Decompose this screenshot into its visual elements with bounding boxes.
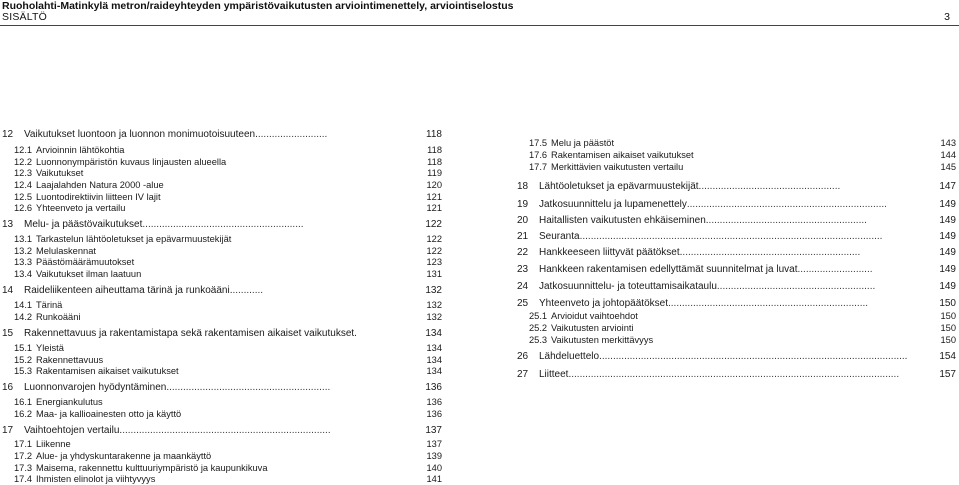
toc-entry-number: 20 — [517, 214, 529, 226]
toc-entry[interactable] — [2, 342, 442, 354]
toc-entry[interactable] — [2, 328, 442, 340]
toc-entry[interactable] — [2, 462, 442, 474]
toc-entry[interactable] — [517, 351, 956, 363]
toc-entry-title: Liikenne — [36, 439, 71, 449]
toc-entry-number: 15.2 — [14, 354, 33, 365]
toc-entry-leader: ......................................................... — [716, 281, 876, 292]
toc-entry-page: 136 — [425, 382, 442, 393]
toc-entry-title: Hankkeen rakentamisen edellyttämät suunnitelmat ja luvat — [539, 264, 798, 275]
toc-entry-number: 13 — [2, 219, 14, 230]
toc-entry-page: 149 — [939, 264, 956, 275]
toc-entry[interactable] — [517, 137, 956, 149]
toc-entry-leader: ......................... — [257, 129, 328, 140]
toc-entry[interactable] — [2, 245, 442, 257]
toc-entry-title: Vaihtoehtojen vertailu. — [24, 425, 123, 436]
toc-entry-number: 17.6 — [529, 150, 548, 160]
toc-entry-page: 149 — [939, 214, 956, 226]
toc-entry[interactable] — [2, 219, 442, 231]
toc-entry-title: Laajalahden Natura 2000 -alue — [36, 180, 164, 190]
toc-entry-number: 25 — [517, 297, 529, 309]
toc-entry[interactable] — [517, 231, 956, 243]
toc-entry-number: 15.1 — [14, 343, 33, 353]
toc-entry-number: 23 — [517, 264, 529, 275]
toc-entry-page: 136 — [426, 397, 442, 407]
toc-entry[interactable] — [2, 382, 442, 394]
toc-entry-page: 122 — [425, 219, 442, 230]
toc-entry-title: Melu- ja päästövaikutukset — [24, 219, 143, 230]
toc-entry-number: 12.3 — [14, 168, 33, 178]
toc-entry-number: 12 — [2, 129, 14, 140]
toc-entry-number: 16.2 — [14, 408, 33, 419]
toc-entry-number: 17 — [2, 425, 14, 436]
toc-entry-page: 123 — [426, 257, 442, 267]
toc-entry-number: 17.7 — [529, 162, 548, 172]
toc-entry-title: Maa- ja kallioainesten otto ja käyttö — [36, 408, 182, 419]
toc-entry-title: Lähtöoletukset ja epävarmuustekijät. — [539, 181, 702, 192]
toc-entry[interactable] — [517, 334, 956, 346]
toc-entry-title: Rakennettavuus — [36, 354, 104, 365]
toc-entry-number: 25.1 — [529, 311, 548, 321]
toc-entry[interactable] — [2, 268, 442, 280]
toc-entry-title: Seuranta — [539, 230, 580, 242]
toc-entry-leader: ........................................................................ — [686, 198, 887, 210]
toc-entry-title: Tarkastelun lähtöoletukset ja epävarmuustekijät — [36, 234, 232, 244]
toc-entry-page: 143 — [940, 138, 956, 148]
toc-entry-page: 144 — [940, 150, 956, 160]
toc-entry-title: Melulaskennat — [36, 245, 96, 256]
toc-entry-number: 19 — [517, 198, 529, 210]
toc-entry-leader: ............................................................................................................. — [579, 230, 883, 242]
toc-entry-leader: ........................... — [797, 264, 873, 275]
toc-entry-title: Energiankulutus — [36, 397, 103, 407]
toc-entry[interactable] — [517, 281, 956, 293]
toc-entry-number: 16.1 — [14, 397, 33, 407]
toc-entry-title: Yhteenveto ja vertailu — [36, 203, 126, 213]
toc-entry-number: 25.3 — [529, 334, 548, 345]
toc-entry-page: 150 — [939, 297, 956, 309]
toc-entry[interactable] — [517, 181, 956, 193]
toc-entry-title: Vaikutusten arviointi — [551, 323, 634, 333]
toc-entry-number: 25.2 — [529, 323, 548, 333]
toc-entry-page: 121 — [426, 203, 442, 213]
toc-entry-number: 15.3 — [14, 366, 33, 376]
toc-entry[interactable] — [2, 396, 442, 408]
toc-entry[interactable] — [2, 144, 442, 156]
toc-entry-title: Haitallisten vaikutusten ehkäiseminen. — [539, 214, 709, 226]
toc-entry-title: Jatkosuunnittelu ja lupamenettely — [539, 198, 687, 210]
toc-entry-title: Vaikutukset luontoon ja luonnon monimuotoisuuteen. — [24, 129, 258, 140]
page-number: 3 — [944, 11, 950, 23]
header-divider — [0, 25, 959, 26]
toc-entry-page: 122 — [426, 234, 442, 244]
toc-entry[interactable] — [2, 129, 442, 141]
toc-entry[interactable] — [517, 264, 956, 276]
toc-entry-page: 150 — [940, 311, 956, 321]
toc-entry[interactable] — [2, 285, 442, 297]
toc-entry[interactable] — [2, 438, 442, 450]
toc-entry-page: 140 — [426, 462, 442, 473]
toc-entry-leader: ....................................................................... — [670, 297, 869, 309]
toc-entry-number: 14.2 — [14, 311, 33, 322]
toc-entry-page: 136 — [426, 408, 442, 419]
toc-entry[interactable] — [2, 354, 442, 366]
toc-entry-title: Liitteet. — [539, 368, 572, 380]
toc-entry-page: 149 — [939, 198, 956, 210]
toc-entry-page: 145 — [940, 162, 956, 172]
toc-entry-title: Melu ja päästöt — [551, 138, 615, 148]
toc-entry[interactable] — [517, 215, 956, 227]
toc-entry-number: 12.5 — [14, 191, 33, 202]
toc-entry-title: Raideliikenteen aiheuttama tärinä ja runkoääni. — [24, 285, 233, 296]
toc-entry-leader: .......................................................... — [142, 219, 304, 230]
toc-entry-title: Jatkosuunnittelu- ja toteuttamisaikataulu — [539, 281, 717, 292]
toc-entry[interactable] — [2, 425, 442, 437]
toc-entry-number: 13.1 — [14, 234, 33, 244]
toc-entry-number: 26 — [517, 351, 529, 362]
toc-entry[interactable] — [2, 233, 442, 245]
toc-entry-page: 134 — [425, 328, 442, 339]
toc-entry-page: 157 — [939, 368, 956, 380]
toc-entry-page: 141 — [426, 474, 442, 484]
toc-entry-number: 13.4 — [14, 268, 33, 279]
toc-entry[interactable] — [517, 199, 956, 211]
toc-entry-title: Luontodirektiivin liitteen IV lajit — [36, 191, 161, 202]
toc-entry-number: 15 — [2, 328, 14, 339]
toc-entry-number: 17.4 — [14, 474, 33, 484]
toc-entry-page: 150 — [940, 323, 956, 333]
toc-entry[interactable] — [2, 365, 442, 377]
toc-entry[interactable] — [2, 202, 442, 214]
toc-entry[interactable] — [517, 310, 956, 322]
toc-entry-title: Lähdeluettelo. — [539, 351, 602, 362]
toc-entry-number: 12.4 — [14, 180, 33, 190]
document-title: Ruoholahti-Matinkylä metron/raideyhteyden ympäristövaikutusten arviointimenettely, arviointiselostus — [2, 0, 514, 12]
toc-entry[interactable] — [2, 473, 442, 485]
toc-entry-leader: .............................................................................................................. — [601, 351, 908, 362]
toc-entry-page: 139 — [426, 451, 442, 461]
toc-entry-title: Vaikutusten merkittävyys — [551, 334, 654, 345]
toc-entry-leader: ........................................................................... — [122, 425, 331, 436]
toc-entry-title: Tärinä — [36, 300, 63, 310]
toc-entry-leader: ......................................................... — [708, 214, 867, 226]
toc-entry-page: 134 — [426, 343, 442, 353]
toc-entry-number: 14 — [2, 285, 14, 296]
toc-entry-number: 27 — [517, 368, 529, 380]
toc-entry-title: Arvioidut vaihtoehdot — [551, 311, 638, 321]
toc-entry[interactable] — [2, 256, 442, 268]
toc-entry-leader: .................................................. — [701, 181, 841, 192]
toc-entry[interactable] — [2, 311, 442, 323]
toc-entry-number: 13.3 — [14, 257, 33, 267]
toc-entry[interactable] — [517, 149, 956, 161]
toc-entry-title: Arvioinnin lähtökohtia — [36, 145, 125, 155]
toc-entry-number: 13.2 — [14, 245, 33, 256]
toc-entry-title: Ihmisten elinolot ja viihtyvyys — [36, 474, 156, 484]
toc-entry[interactable] — [2, 450, 442, 462]
toc-entry[interactable] — [517, 247, 956, 259]
toc-entry-page: 147 — [939, 181, 956, 192]
toc-entry-page: 131 — [426, 268, 442, 279]
toc-entry[interactable] — [2, 299, 442, 311]
toc-entry-leader: .......................................................... — [169, 382, 331, 393]
toc-entry-number: 12.1 — [14, 145, 33, 155]
toc-entry-number: 17.3 — [14, 462, 33, 473]
toc-entry-title: Merkittävien vaikutusten vertailu — [551, 162, 684, 172]
toc-entry-page: 134 — [426, 354, 442, 365]
toc-entry-page: 132 — [426, 300, 442, 310]
toc-entry-number: 14.1 — [14, 300, 33, 310]
toc-entry-page: 118 — [427, 156, 442, 167]
toc-entry-title: Alue- ja yhdyskuntarakenne ja maankäyttö — [36, 451, 212, 461]
toc-entry-page: 118 — [427, 145, 442, 155]
toc-entry-title: Vaikutukset ilman laatuun — [36, 268, 142, 279]
toc-entry-number: 21 — [517, 230, 529, 242]
toc-entry-page: 121 — [426, 191, 442, 202]
toc-entry-number: 12.6 — [14, 203, 33, 213]
toc-entry-title: Vaikutukset — [36, 168, 84, 178]
toc-entry-title: Yleistä — [36, 343, 64, 353]
toc-entry-number: 17.2 — [14, 451, 33, 461]
toc-entry[interactable] — [517, 298, 956, 310]
toc-entry-title: Runkoääni — [36, 311, 81, 322]
toc-entry-page: 132 — [426, 311, 442, 322]
toc-entry[interactable] — [2, 191, 442, 203]
toc-entry-page: 122 — [426, 245, 442, 256]
toc-entry-title: Päästömäärämuutokset — [36, 257, 135, 267]
toc-entry-page: 119 — [427, 168, 442, 178]
toc-entry[interactable] — [517, 369, 956, 381]
toc-entry-number: 22 — [517, 246, 529, 258]
toc-entry-page: 137 — [425, 425, 442, 436]
toc-entry-number: 24 — [517, 281, 529, 292]
toc-entry[interactable] — [2, 179, 442, 191]
toc-entry-title: Hankkeeseen liittyvät päätökset. — [539, 246, 683, 258]
toc-entry-title: Luonnonympäristön kuvaus linjausten alueella — [36, 156, 227, 167]
toc-entry[interactable] — [2, 167, 442, 179]
toc-entry[interactable] — [2, 408, 442, 420]
toc-entry-number: 18 — [517, 181, 529, 192]
toc-entry-leader: ........... — [232, 285, 264, 296]
toc-entry-page: 149 — [939, 230, 956, 242]
toc-entry-page: 149 — [939, 246, 956, 258]
toc-entry-number: 16 — [2, 382, 14, 393]
toc-entry-title: Rakentamisen aikaiset vaikutukset — [36, 366, 179, 376]
toc-entry-title: Luonnonvarojen hyödyntäminen. — [24, 382, 170, 393]
toc-entry-page: 134 — [426, 366, 442, 376]
toc-entry-page: 137 — [426, 439, 442, 449]
toc-entry[interactable] — [2, 156, 442, 168]
toc-entry-page: 149 — [939, 281, 956, 292]
toc-entry-leader: ...................................................................................................................... — [571, 368, 900, 380]
toc-entry-title: Maisema, rakennettu kulttuuriympäristö ja kaupunkikuva — [36, 462, 268, 473]
toc-entry-number: 12.2 — [14, 156, 33, 167]
toc-entry-page: 132 — [425, 285, 442, 296]
toc-entry[interactable] — [517, 161, 956, 173]
toc-entry-page: 118 — [426, 129, 442, 140]
toc-entry-number: 17.1 — [14, 439, 33, 449]
toc-entry-leader: ................................................................ — [682, 246, 861, 258]
toc-entry[interactable] — [517, 322, 956, 334]
toc-entry-page: 154 — [939, 351, 956, 362]
toc-entry-number: 17.5 — [529, 138, 548, 148]
section-name: SISÄLTÖ — [2, 11, 47, 23]
toc-entry-title: Rakentamisen aikaiset vaikutukset — [551, 150, 694, 160]
toc-entry-title: Rakennettavuus ja rakentamistapa sekä rakentamisen aikaiset vaikutukset. — [24, 328, 357, 339]
toc-entry-title: Yhteenveto ja johtopäätökset. — [539, 297, 671, 309]
toc-entry-page: 120 — [426, 180, 442, 190]
toc-entry-page: 150 — [940, 334, 956, 345]
